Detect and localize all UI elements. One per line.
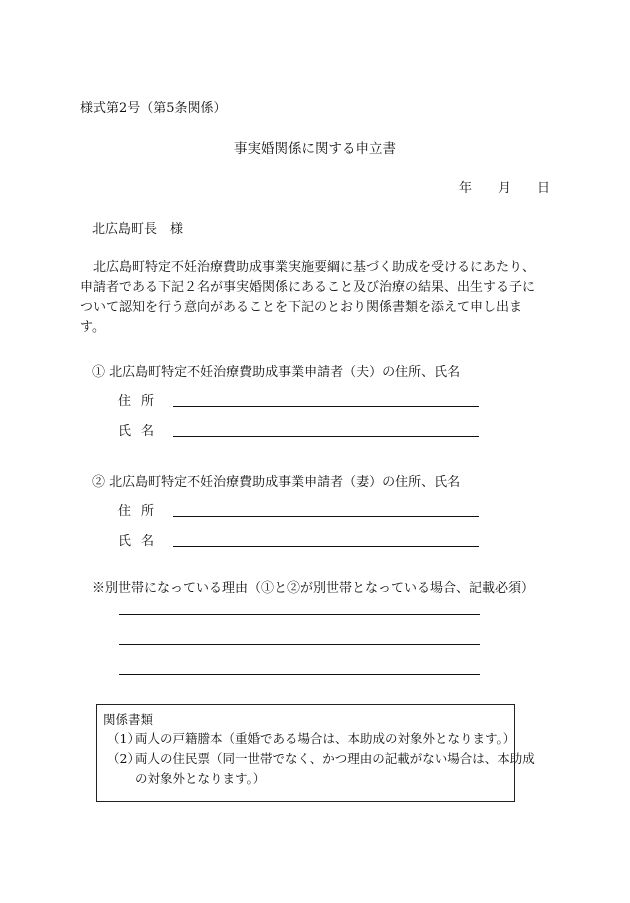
body-line-4: す。 xyxy=(80,320,105,335)
related-document-item-1 xyxy=(107,729,515,747)
item-1-number: （1） xyxy=(107,731,140,746)
addressee: 北広島町長 様 xyxy=(92,222,184,237)
husband-name-field[interactable] xyxy=(173,436,479,437)
wife-name-row xyxy=(118,530,168,548)
husband-section-heading: ① 北広島町特定不妊治療費助成事業申請者（夫）の住所、氏名 xyxy=(92,365,461,380)
reason-line-2[interactable] xyxy=(119,644,480,645)
form-number: 様式第2号（第5条関係） xyxy=(80,101,227,116)
date-year-label: 年 xyxy=(458,181,472,196)
document-title: 事実婚関係に関する申立書 xyxy=(234,141,396,157)
husband-name-label: 氏名 xyxy=(118,424,165,439)
wife-section-heading: ② 北広島町特定不妊治療費助成事業申請者（妻）の住所、氏名 xyxy=(92,475,461,490)
wife-address-label: 住所 xyxy=(118,504,165,519)
reason-line-1[interactable] xyxy=(119,614,480,615)
body-paragraph xyxy=(80,258,550,338)
husband-address-label: 住所 xyxy=(118,394,165,409)
related-document-item-2 xyxy=(107,749,535,767)
date-month-label: 月 xyxy=(497,181,511,196)
related-documents-box xyxy=(96,704,535,802)
body-line-1: 北広島町特定不妊治療費助成事業実施要綱に基づく助成を受けるにあたり、 xyxy=(93,260,536,275)
item-2-number: （2） xyxy=(107,751,140,766)
body-line-3: ついて認知を行う意向があることを下記のとおり関係書類を添えて申し出ま xyxy=(80,300,523,315)
husband-address-field[interactable] xyxy=(173,406,479,407)
separate-household-reason-heading: ※別世帯になっている理由（①と②が別世帯となっている場合、記載必須） xyxy=(92,581,535,596)
body-line-2: 申請者である下記２名が事実婚関係にあること及び治療の結果、出生する子に xyxy=(80,280,536,295)
reason-line-3[interactable] xyxy=(119,674,480,675)
wife-address-field[interactable] xyxy=(173,516,479,517)
item-2-text: 両人の住民票（同一世帯でなく、かつ理由の記載がない場合は、本助成 xyxy=(135,751,535,766)
wife-name-label: 氏名 xyxy=(118,534,165,549)
husband-address-row xyxy=(118,390,168,408)
date-line xyxy=(459,177,550,196)
wife-address-row xyxy=(118,500,168,518)
item-2-continuation: の対象外となります。） xyxy=(135,771,266,786)
wife-name-field[interactable] xyxy=(173,546,479,547)
husband-name-row xyxy=(118,420,168,438)
related-documents-title: 関係書類 xyxy=(103,712,154,727)
item-1-text: 両人の戸籍謄本（重婚である場合は、本助成の対象外となります。） xyxy=(135,731,516,746)
date-day-label: 日 xyxy=(536,181,550,196)
